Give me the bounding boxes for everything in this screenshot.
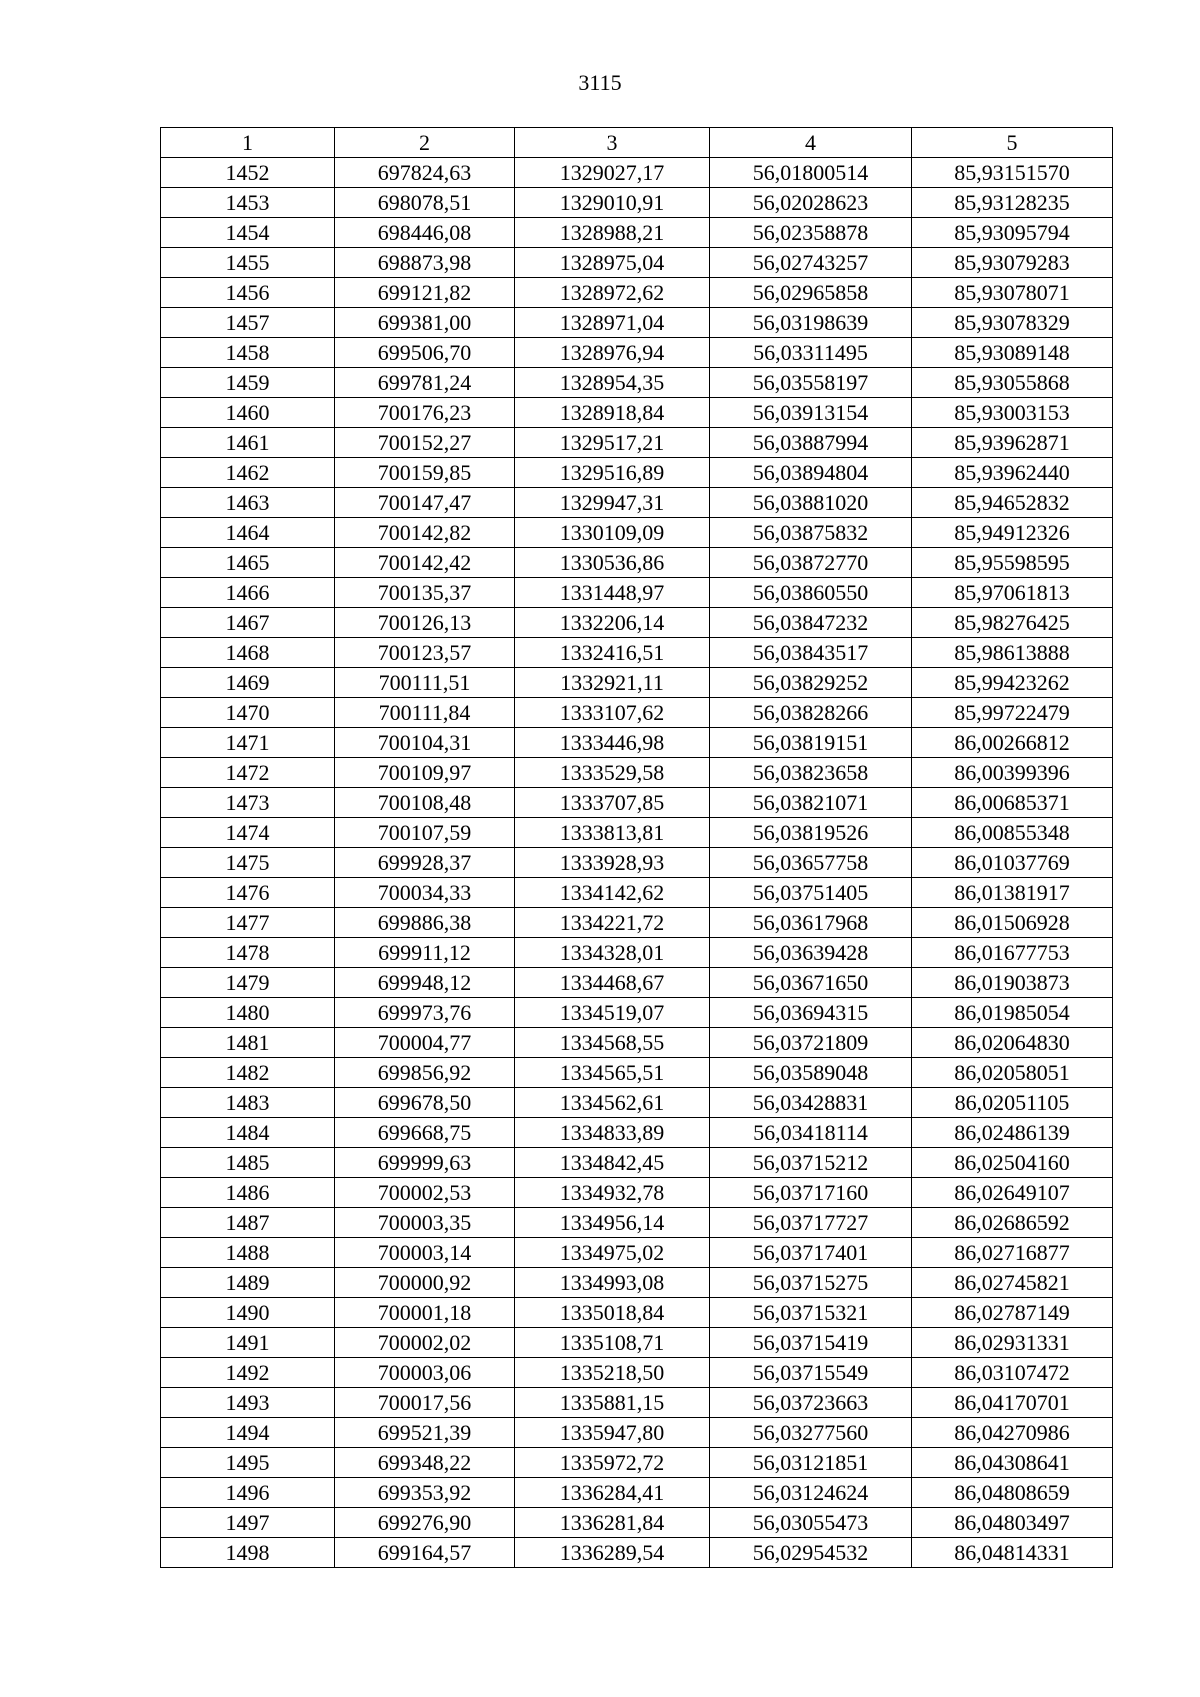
table-cell-col-1: 1495 [161,1448,335,1478]
table-cell-col-4: 56,03558197 [710,368,912,398]
table-cell-col-5: 85,93151570 [912,158,1113,188]
table-cell-col-1: 1466 [161,578,335,608]
table-row [161,1448,1113,1478]
table-cell-col-5: 85,97061813 [912,578,1113,608]
table-cell-col-3: 1333107,62 [515,698,710,728]
table-cell-col-2: 700109,97 [335,758,515,788]
header-row [161,128,1113,158]
table-cell-col-3: 1328972,62 [515,278,710,308]
table-cell-col-1: 1486 [161,1178,335,1208]
table-body [161,158,1113,1568]
table-cell-col-2: 700108,48 [335,788,515,818]
table-cell-col-3: 1334519,07 [515,998,710,1028]
table-cell-col-3: 1336281,84 [515,1508,710,1538]
table-row [161,1178,1113,1208]
table-cell-col-1: 1474 [161,818,335,848]
table-cell-col-3: 1329010,91 [515,188,710,218]
table-cell-col-2: 700111,51 [335,668,515,698]
table-cell-col-5: 86,01381917 [912,878,1113,908]
table-cell-col-5: 85,93095794 [912,218,1113,248]
table-cell-col-4: 56,03589048 [710,1058,912,1088]
table-row [161,1268,1113,1298]
table-cell-col-2: 700111,84 [335,698,515,728]
table-cell-col-5: 85,93079283 [912,248,1113,278]
table-cell-col-5: 86,02745821 [912,1268,1113,1298]
table-cell-col-5: 86,04270986 [912,1418,1113,1448]
table-header [161,128,1113,158]
table-cell-col-5: 85,98613888 [912,638,1113,668]
table-cell-col-2: 700126,13 [335,608,515,638]
table-cell-col-1: 1492 [161,1358,335,1388]
table-cell-col-4: 56,03124624 [710,1478,912,1508]
table-cell-col-1: 1487 [161,1208,335,1238]
table-cell-col-5: 86,02686592 [912,1208,1113,1238]
table-cell-col-3: 1332206,14 [515,608,710,638]
table-row [161,608,1113,638]
table-row [161,1388,1113,1418]
table-cell-col-2: 699121,82 [335,278,515,308]
table-cell-col-2: 700142,82 [335,518,515,548]
table-row [161,938,1113,968]
table-cell-col-1: 1482 [161,1058,335,1088]
table-cell-col-5: 86,01903873 [912,968,1113,998]
table-cell-col-5: 86,04814331 [912,1538,1113,1568]
table-cell-col-3: 1335881,15 [515,1388,710,1418]
table-cell-col-3: 1334932,78 [515,1178,710,1208]
table-cell-col-2: 700003,35 [335,1208,515,1238]
table-row [161,1538,1113,1568]
table-cell-col-5: 86,00266812 [912,728,1113,758]
coordinates-table [160,127,1113,1568]
table-cell-col-2: 700000,92 [335,1268,515,1298]
table-cell-col-2: 699948,12 [335,968,515,998]
table-cell-col-5: 85,99722479 [912,698,1113,728]
table-cell-col-5: 85,94652832 [912,488,1113,518]
table-cell-col-2: 699381,00 [335,308,515,338]
table-cell-col-3: 1328971,04 [515,308,710,338]
table-cell-col-3: 1334221,72 [515,908,710,938]
table-cell-col-4: 56,02965858 [710,278,912,308]
table-cell-col-4: 56,03715549 [710,1358,912,1388]
table-cell-col-5: 85,93962440 [912,458,1113,488]
table-row [161,398,1113,428]
table-cell-col-1: 1465 [161,548,335,578]
table-cell-col-4: 56,03847232 [710,608,912,638]
table-cell-col-4: 56,03860550 [710,578,912,608]
table-cell-col-4: 56,03311495 [710,338,912,368]
table-cell-col-3: 1334568,55 [515,1028,710,1058]
table-cell-col-5: 86,00399396 [912,758,1113,788]
table-row [161,1118,1113,1148]
table-cell-col-1: 1469 [161,668,335,698]
table-cell-col-4: 56,02358878 [710,218,912,248]
table-cell-col-4: 56,03887994 [710,428,912,458]
table-cell-col-5: 86,02051105 [912,1088,1113,1118]
table-cell-col-4: 56,03913154 [710,398,912,428]
table-cell-col-2: 698446,08 [335,218,515,248]
table-row [161,1358,1113,1388]
table-cell-col-5: 86,02931331 [912,1328,1113,1358]
table-cell-col-3: 1334565,51 [515,1058,710,1088]
table-cell-col-3: 1328975,04 [515,248,710,278]
table-cell-col-2: 700152,27 [335,428,515,458]
table-cell-col-5: 86,01985054 [912,998,1113,1028]
table-cell-col-5: 86,04308641 [912,1448,1113,1478]
table-cell-col-2: 700004,77 [335,1028,515,1058]
table-cell-col-2: 700142,42 [335,548,515,578]
table-cell-col-4: 56,03721809 [710,1028,912,1058]
table-cell-col-2: 700002,53 [335,1178,515,1208]
table-cell-col-2: 697824,63 [335,158,515,188]
table-cell-col-4: 56,03717727 [710,1208,912,1238]
table-cell-col-1: 1488 [161,1238,335,1268]
table-cell-col-4: 56,03751405 [710,878,912,908]
table-cell-col-2: 700135,37 [335,578,515,608]
table-cell-col-5: 85,93003153 [912,398,1113,428]
table-row [161,878,1113,908]
table-cell-col-3: 1329517,21 [515,428,710,458]
table-cell-col-3: 1334142,62 [515,878,710,908]
table-cell-col-5: 86,02787149 [912,1298,1113,1328]
table-cell-col-1: 1477 [161,908,335,938]
table-row [161,728,1113,758]
table-cell-col-2: 700147,47 [335,488,515,518]
table-row [161,368,1113,398]
table-cell-col-4: 56,03717160 [710,1178,912,1208]
table-cell-col-3: 1330109,09 [515,518,710,548]
table-cell-col-3: 1332416,51 [515,638,710,668]
table-cell-col-4: 56,03657758 [710,848,912,878]
table-cell-col-2: 699521,39 [335,1418,515,1448]
table-cell-col-4: 56,03875832 [710,518,912,548]
table-cell-col-2: 699973,76 [335,998,515,1028]
table-cell-col-3: 1333446,98 [515,728,710,758]
table-cell-col-5: 86,01677753 [912,938,1113,968]
table-cell-col-3: 1335947,80 [515,1418,710,1448]
table-row [161,698,1113,728]
table-cell-col-4: 56,03715321 [710,1298,912,1328]
table-cell-col-2: 700017,56 [335,1388,515,1418]
table-cell-col-1: 1485 [161,1148,335,1178]
table-cell-col-3: 1333707,85 [515,788,710,818]
table-cell-col-1: 1494 [161,1418,335,1448]
table-cell-col-5: 86,00685371 [912,788,1113,818]
table-cell-col-4: 56,03694315 [710,998,912,1028]
table-cell-col-2: 700002,02 [335,1328,515,1358]
table-cell-col-3: 1328988,21 [515,218,710,248]
table-row [161,818,1113,848]
table-cell-col-1: 1491 [161,1328,335,1358]
table-cell-col-4: 56,03715275 [710,1268,912,1298]
table-cell-col-1: 1463 [161,488,335,518]
table-cell-col-1: 1473 [161,788,335,818]
table-cell-col-4: 56,02028623 [710,188,912,218]
table-row [161,1478,1113,1508]
table-cell-col-5: 86,04808659 [912,1478,1113,1508]
table-row [161,248,1113,278]
table-cell-col-1: 1480 [161,998,335,1028]
table-cell-col-4: 56,03121851 [710,1448,912,1478]
table-cell-col-5: 86,02064830 [912,1028,1113,1058]
table-cell-col-5: 85,93078329 [912,308,1113,338]
table-cell-col-1: 1493 [161,1388,335,1418]
table-row [161,998,1113,1028]
table-cell-col-2: 699353,92 [335,1478,515,1508]
table-row [161,578,1113,608]
table-row [161,908,1113,938]
table-cell-col-4: 56,03617968 [710,908,912,938]
table-cell-col-1: 1475 [161,848,335,878]
table-cell-col-3: 1328954,35 [515,368,710,398]
table-cell-col-4: 56,03821071 [710,788,912,818]
table-cell-col-4: 56,03823658 [710,758,912,788]
table-cell-col-3: 1328976,94 [515,338,710,368]
table-cell-col-5: 86,03107472 [912,1358,1113,1388]
table-cell-col-5: 85,93128235 [912,188,1113,218]
table-cell-col-1: 1457 [161,308,335,338]
table-cell-col-5: 86,02058051 [912,1058,1113,1088]
table-cell-col-4: 56,03872770 [710,548,912,578]
table-row [161,278,1113,308]
table-cell-col-3: 1334956,14 [515,1208,710,1238]
table-cell-col-1: 1462 [161,458,335,488]
table-cell-col-2: 699164,57 [335,1538,515,1568]
table-cell-col-2: 699348,22 [335,1448,515,1478]
table-cell-col-3: 1334993,08 [515,1268,710,1298]
table-cell-col-3: 1335218,50 [515,1358,710,1388]
table-cell-col-2: 698873,98 [335,248,515,278]
table-cell-col-2: 700104,31 [335,728,515,758]
table-cell-col-1: 1464 [161,518,335,548]
table-cell-col-1: 1483 [161,1088,335,1118]
table-cell-col-2: 700034,33 [335,878,515,908]
table-cell-col-4: 56,03717401 [710,1238,912,1268]
table-cell-col-3: 1333928,93 [515,848,710,878]
table-cell-col-3: 1333529,58 [515,758,710,788]
table-cell-col-4: 56,03819151 [710,728,912,758]
table-cell-col-2: 700003,06 [335,1358,515,1388]
table-cell-col-2: 700003,14 [335,1238,515,1268]
table-cell-col-1: 1484 [161,1118,335,1148]
table-cell-col-2: 699276,90 [335,1508,515,1538]
table-cell-col-5: 86,01037769 [912,848,1113,878]
table-cell-col-4: 56,03671650 [710,968,912,998]
table-cell-col-2: 700123,57 [335,638,515,668]
table-cell-col-3: 1330536,86 [515,548,710,578]
table-cell-col-2: 699999,63 [335,1148,515,1178]
table-cell-col-2: 699668,75 [335,1118,515,1148]
table-cell-col-5: 85,99423262 [912,668,1113,698]
table-row [161,1088,1113,1118]
table-row [161,1058,1113,1088]
table-cell-col-5: 86,04803497 [912,1508,1113,1538]
table-row [161,1208,1113,1238]
table-cell-col-4: 56,03428831 [710,1088,912,1118]
table-cell-col-3: 1334328,01 [515,938,710,968]
table-cell-col-1: 1458 [161,338,335,368]
table-cell-col-1: 1497 [161,1508,335,1538]
table-cell-col-4: 56,03723663 [710,1388,912,1418]
table-row [161,788,1113,818]
table-cell-col-3: 1334833,89 [515,1118,710,1148]
table-cell-col-2: 699928,37 [335,848,515,878]
column-header-4: 4 [710,128,912,158]
table-cell-col-2: 698078,51 [335,188,515,218]
column-header-5: 5 [912,128,1113,158]
table-cell-col-4: 56,03277560 [710,1418,912,1448]
table-cell-col-4: 56,03055473 [710,1508,912,1538]
table-cell-col-1: 1490 [161,1298,335,1328]
column-header-3: 3 [515,128,710,158]
table-cell-col-1: 1498 [161,1538,335,1568]
table-cell-col-3: 1329027,17 [515,158,710,188]
column-header-1: 1 [161,128,335,158]
table-cell-col-4: 56,02954532 [710,1538,912,1568]
table-cell-col-1: 1489 [161,1268,335,1298]
table-cell-col-1: 1496 [161,1478,335,1508]
table-cell-col-3: 1334842,45 [515,1148,710,1178]
table-cell-col-4: 56,03829252 [710,668,912,698]
table-row [161,968,1113,998]
table-cell-col-1: 1471 [161,728,335,758]
table-cell-col-4: 56,03819526 [710,818,912,848]
table-row [161,1028,1113,1058]
table-cell-col-5: 86,02649107 [912,1178,1113,1208]
table-cell-col-4: 56,03894804 [710,458,912,488]
table-cell-col-2: 699781,24 [335,368,515,398]
table-cell-col-3: 1334975,02 [515,1238,710,1268]
table-cell-col-1: 1452 [161,158,335,188]
table-cell-col-1: 1468 [161,638,335,668]
table-cell-col-3: 1332921,11 [515,668,710,698]
table-cell-col-1: 1467 [161,608,335,638]
table-cell-col-5: 85,94912326 [912,518,1113,548]
table-row [161,848,1113,878]
table-cell-col-1: 1470 [161,698,335,728]
table-cell-col-5: 86,04170701 [912,1388,1113,1418]
table-cell-col-1: 1478 [161,938,335,968]
table-cell-col-1: 1476 [161,878,335,908]
table-row [161,1238,1113,1268]
table-cell-col-5: 85,95598595 [912,548,1113,578]
table-cell-col-1: 1461 [161,428,335,458]
table-cell-col-4: 56,03198639 [710,308,912,338]
table-row [161,758,1113,788]
table-cell-col-2: 699506,70 [335,338,515,368]
table-cell-col-1: 1472 [161,758,335,788]
table-cell-col-5: 85,93962871 [912,428,1113,458]
table-cell-col-4: 56,01800514 [710,158,912,188]
table-cell-col-5: 86,02486139 [912,1118,1113,1148]
table-cell-col-2: 699856,92 [335,1058,515,1088]
table-row [161,638,1113,668]
table-row [161,458,1113,488]
table-cell-col-2: 699678,50 [335,1088,515,1118]
table-cell-col-3: 1329947,31 [515,488,710,518]
table-row [161,548,1113,578]
table-cell-col-2: 700107,59 [335,818,515,848]
table-cell-col-1: 1453 [161,188,335,218]
table-cell-col-4: 56,03715212 [710,1148,912,1178]
table-row [161,1508,1113,1538]
table-row [161,518,1113,548]
table-row [161,668,1113,698]
table-cell-col-4: 56,03418114 [710,1118,912,1148]
table-cell-col-1: 1481 [161,1028,335,1058]
table-cell-col-5: 85,98276425 [912,608,1113,638]
table-cell-col-1: 1459 [161,368,335,398]
table-cell-col-5: 85,93089148 [912,338,1113,368]
table-row [161,158,1113,188]
table-cell-col-3: 1336284,41 [515,1478,710,1508]
table-row [161,338,1113,368]
table-cell-col-3: 1335108,71 [515,1328,710,1358]
table-cell-col-2: 699886,38 [335,908,515,938]
table-cell-col-1: 1455 [161,248,335,278]
table-cell-col-2: 700001,18 [335,1298,515,1328]
table-row [161,218,1113,248]
table-row [161,188,1113,218]
table-cell-col-4: 56,03715419 [710,1328,912,1358]
table-cell-col-3: 1336289,54 [515,1538,710,1568]
table-cell-col-3: 1334468,67 [515,968,710,998]
table-cell-col-3: 1329516,89 [515,458,710,488]
table-cell-col-3: 1335018,84 [515,1298,710,1328]
table-cell-col-4: 56,03828266 [710,698,912,728]
table-row [161,488,1113,518]
table-cell-col-1: 1454 [161,218,335,248]
table-cell-col-5: 86,02716877 [912,1238,1113,1268]
table-cell-col-3: 1331448,97 [515,578,710,608]
table-cell-col-5: 86,01506928 [912,908,1113,938]
table-cell-col-4: 56,03843517 [710,638,912,668]
table-row [161,1328,1113,1358]
table-cell-col-5: 86,02504160 [912,1148,1113,1178]
table-row [161,1298,1113,1328]
column-header-2: 2 [335,128,515,158]
table-cell-col-1: 1460 [161,398,335,428]
page-number: 3115 [578,70,622,95]
table-cell-col-3: 1328918,84 [515,398,710,428]
table-cell-col-1: 1456 [161,278,335,308]
table-row [161,1148,1113,1178]
table-cell-col-3: 1333813,81 [515,818,710,848]
table-cell-col-4: 56,03639428 [710,938,912,968]
table-cell-col-1: 1479 [161,968,335,998]
table-cell-col-2: 699911,12 [335,938,515,968]
table-cell-col-4: 56,03881020 [710,488,912,518]
table-row [161,1418,1113,1448]
table-cell-col-5: 85,93055868 [912,368,1113,398]
table-cell-col-2: 700176,23 [335,398,515,428]
table-cell-col-4: 56,02743257 [710,248,912,278]
table-cell-col-5: 86,00855348 [912,818,1113,848]
table-cell-col-2: 700159,85 [335,458,515,488]
table-row [161,308,1113,338]
table-cell-col-3: 1335972,72 [515,1448,710,1478]
table-cell-col-5: 85,93078071 [912,278,1113,308]
table-cell-col-3: 1334562,61 [515,1088,710,1118]
table-row [161,428,1113,458]
